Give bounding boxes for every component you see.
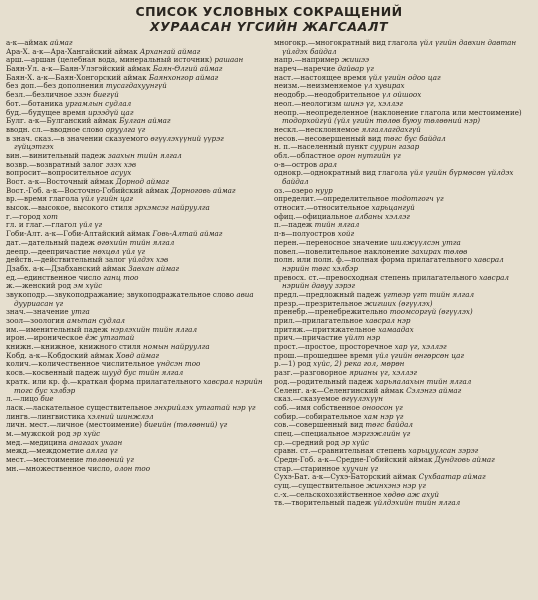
mongolian-translation: арал — [319, 159, 337, 169]
mongolian-translation: эм хүйс — [73, 281, 103, 291]
abbreviation-entry — [274, 169, 532, 186]
abbreviation-text: Гоби-Алт. а-к—Гоби-Алтайский аймак — [6, 229, 151, 239]
mongolian-translation: амьтан судлал — [66, 316, 125, 325]
abbreviation-text: п.—падеж — [274, 220, 313, 230]
mongolian-translation: нөхцөл үйл үг — [92, 246, 146, 256]
mongolian-translation: үйлт нэр — [344, 333, 381, 343]
abbreviation-text: перен.—переносное значение — [274, 237, 388, 247]
mongolian-translation: хэлний шинжлэл — [87, 411, 154, 421]
abbreviation-text: вводн. сл.—вводное слово — [6, 124, 104, 134]
mongolian-translation: өгөхийн тийн ялгал — [97, 237, 175, 247]
abbreviation-text: мест.—местоимение — [6, 455, 84, 464]
abbreviation-text: спец.—специальное — [274, 428, 350, 438]
abbreviation-text: неодобр.—неодобрительное — [274, 90, 380, 100]
mongolian-translation: оруулга үг — [105, 124, 146, 134]
abbreviation-text: Вост.-Гоб. а-к—Восточно-Гобийский аймак — [6, 185, 169, 195]
abbreviation-text: наст.—настоящее время — [274, 72, 367, 82]
mongolian-translation: олон тоо — [114, 463, 151, 473]
mongolian-translation: харьцуулсан зэрэг — [408, 446, 479, 456]
abbreviation-text: Баян-Х. а-к—Баян-Хонгорский аймак — [6, 72, 147, 82]
mongolian-translation: аймаг — [49, 38, 73, 47]
mongolian-translation: тусагдахуунгүй — [105, 81, 167, 91]
mongolian-translation: ургамлын судлал — [65, 98, 132, 108]
abbreviation-text: а-к—аймак — [6, 38, 48, 47]
abbreviation-text: Средн-Гоб. а-к—Средне-Гобийский аймак — [274, 455, 433, 464]
abbreviation-text: звукоподр.—звукоподражание; звукоподражательное слово — [6, 289, 235, 299]
mongolian-translation: Баянхонгор аймаг — [148, 72, 219, 82]
abbreviation-text: прост.—простое, просторечное — [274, 342, 393, 352]
abbreviation-text: деепр.—деепричастие — [6, 246, 91, 256]
mongolian-translation: хавсрал нэр — [365, 316, 411, 325]
abbreviation-text: арш.—аршан (целебная вода, минеральный источник) — [6, 55, 213, 65]
mongolian-translation: хам нэр үг — [363, 411, 404, 421]
abbreviation-text: зоол—зоология — [6, 316, 65, 325]
abbreviation-text: пренебр.—пренебрежительно — [274, 307, 388, 317]
mongolian-translation: Завхан аймаг — [128, 263, 179, 273]
abbreviation-text: без доп.—без дополнения — [6, 81, 104, 91]
mongolian-translation: ирээдүй цаг — [87, 107, 134, 117]
abbreviation-text: н. п.—населенный пункт — [274, 142, 368, 152]
mongolian-translation: төгс байдал — [365, 420, 413, 430]
mongolian-translation: жигших (өгүүлэх) — [364, 298, 433, 308]
mongolian-translation: эзэх хэв — [105, 159, 137, 169]
abbreviation-text: Вост. а-к—Восточный аймак — [6, 177, 114, 186]
mongolian-translation: мэргэжлийн үг — [351, 428, 411, 438]
abbreviation-text: неизм.—неизменяемое — [274, 81, 362, 91]
mongolian-translation: аялга үг — [86, 446, 118, 456]
abbreviation-text: вопросит—вопросительное — [6, 168, 109, 178]
mongolian-translation: ярианы үг, хэллэг — [349, 368, 417, 378]
abbreviation-text: повел.—повелительное наклонение — [274, 246, 410, 256]
mongolian-translation: хот — [42, 211, 58, 221]
abbreviation-text: кратк. или кр. ф.—краткая форма прилагательного — [6, 376, 201, 386]
mongolian-translation: бие — [40, 394, 54, 404]
mongolian-translation: ганц тоо — [103, 272, 139, 282]
mongolian-translation: Архангай аймаг — [139, 46, 201, 56]
abbreviation-text: буд.—будущее время — [6, 107, 86, 117]
mongolian-translation: Сэлэнгэ аймаг — [406, 385, 462, 395]
abbreviation-text: неол.—неологизм — [274, 98, 342, 108]
abbreviation-text: г.—город — [6, 211, 41, 221]
abbreviation-text: им.—именительный падеж — [6, 324, 109, 334]
mongolian-translation: рашаан — [214, 55, 244, 65]
mongolian-translation: эзэн биегүй — [74, 90, 119, 100]
abbreviation-text: лингв.—лингвистика — [6, 411, 86, 421]
abbreviation-text: обл.—областное — [274, 150, 336, 160]
mongolian-translation: ёж утгатай — [85, 333, 135, 343]
abbreviation-entry — [6, 135, 264, 152]
abbreviation-text: презр.—презрительное — [274, 298, 363, 308]
mongolian-translation: орон нутгийн үг — [337, 150, 401, 160]
mongolian-translation: хөдөө аж ахуй — [383, 489, 439, 499]
page-subtitle: ХУРААСАН ҮГСИЙН ЖАГСААЛТ — [149, 19, 389, 34]
mongolian-translation: хамаадах — [378, 324, 414, 334]
abbreviation-text: соб.—имя собственное — [274, 402, 360, 412]
mongolian-translation: үндсэн тоо — [156, 359, 201, 369]
mongolian-translation: анагаах ухаан — [69, 437, 123, 447]
abbreviation-text: тв.—творительный падеж — [274, 498, 372, 508]
abbreviation-text: Ара-Х. а-к—Ара-Хангайский аймак — [6, 46, 138, 56]
mongolian-translation: хавсрал нэрийн давуу зэрэг — [282, 272, 509, 291]
abbreviation-text: сов.—совершенный вид — [274, 420, 364, 430]
abbreviation-text: сравн. ст.—сравнительная степень — [274, 446, 407, 456]
abbreviation-text: Селенг. а-к—Селенгинский аймак — [274, 385, 404, 395]
abbreviation-text: Баян-Ул. а-к—Баян-Улэгэйский аймак — [6, 64, 151, 74]
abbreviation-text: с.-х.—сельскохозяйственное — [274, 489, 382, 499]
right-column — [274, 39, 532, 508]
abbreviation-text: офиц.—официальное — [274, 211, 353, 221]
mongolian-translation: хавсрал нэрийн тогс бус хэлбэр — [14, 376, 263, 395]
mongolian-translation: Сүхбаатар аймаг — [418, 472, 486, 482]
abbreviation-text: сущ.—существительное — [274, 481, 364, 491]
abbreviation-text: прош.—прошедшее время — [274, 350, 373, 360]
mongolian-translation: номын найруулга — [143, 342, 210, 352]
mongolian-translation: нэрлэхийн тийн ялгал — [110, 324, 197, 334]
mongolian-translation: үйл үг — [78, 220, 103, 230]
mongolian-translation: Дундговь аймаг — [434, 455, 495, 464]
abbreviation-text: ж.—женский род — [6, 281, 72, 291]
abbreviation-entry — [6, 378, 264, 395]
mongolian-translation: төлөөний үг — [85, 455, 134, 464]
abbreviation-text: р.—1) род — [274, 359, 311, 369]
abbreviation-entry — [6, 291, 264, 308]
mongolian-translation: өгүүлэхүүн — [341, 394, 383, 404]
abbreviation-text: м.—мужской род — [6, 428, 71, 438]
mongolian-translation: үл хувирах — [363, 81, 405, 91]
mongolian-translation: Дорнод аймаг — [115, 177, 169, 186]
abbreviation-entry — [6, 465, 264, 474]
mongolian-translation: захирах төлөв — [411, 246, 468, 256]
abbreviation-text: п-в—полуостров — [274, 229, 336, 239]
abbreviation-text: ед.—единственное число — [6, 272, 101, 282]
mongolian-translation: шууд бус тийн ялгал — [101, 368, 184, 378]
abbreviation-text: Сухэ-Бат. а-к—Сухэ-Баторский аймак — [274, 472, 417, 482]
mongolian-translation: хойг — [337, 229, 355, 239]
mongolian-translation: асуух — [110, 168, 132, 178]
abbreviation-text: Булг. а-к—Булганский аймак — [6, 116, 117, 126]
mongolian-translation: тодотгогч үг — [391, 194, 444, 204]
mongolian-translation: жинхэнэ нэр үг — [366, 481, 426, 491]
abbreviation-text: сказ.—сказуемое — [274, 394, 340, 404]
mongolian-translation: үл ойшоох — [382, 90, 422, 100]
abbreviation-text: косв.—косвенный падеж — [6, 368, 100, 378]
mongolian-translation: эрхэмсэг найруулга — [134, 203, 210, 213]
abbreviation-text: притяж.—притяжательное — [274, 324, 376, 334]
mongolian-translation: тодорхойгүй (үйл үгийн төлөв буюу төлөөний нэр) — [282, 116, 481, 126]
mongolian-translation: Булган аймаг — [119, 116, 171, 126]
abbreviation-text: вр.—время глагола — [6, 194, 79, 204]
mongolian-translation: харьяалахын тийн ялгал — [375, 376, 472, 386]
abbreviation-text: разг.—разговорное — [274, 368, 347, 378]
mongolian-translation: тийн ялгал — [314, 220, 360, 230]
abbreviation-text: прил.—прилагательное — [274, 316, 363, 325]
mongolian-translation: Дорноговь аймаг — [170, 185, 236, 195]
mongolian-translation: заахын тийн ялгал — [107, 150, 182, 160]
abbreviation-text: книжн.—книжное, книжного стиля — [6, 342, 141, 352]
mongolian-translation: нуур — [315, 185, 333, 195]
abbreviation-entry — [274, 499, 532, 508]
abbreviation-text: личн. мест.—личное (местоимение) — [6, 420, 142, 430]
abbreviation-text: межд.—междометие — [6, 446, 84, 456]
abbreviation-text: гл. и глаг.—глагол — [6, 220, 77, 230]
abbreviation-text: высок.—высокое, высокого стиля — [6, 203, 133, 213]
mongolian-translation: Ховд аймаг — [115, 350, 159, 360]
abbreviation-text: о-в—остров — [274, 159, 318, 169]
mongolian-translation: энхрийлэх утгатай нэр үг — [154, 402, 256, 412]
abbreviation-text: бот.—ботаника — [6, 98, 64, 108]
abbreviation-text: ирон.—ироническое — [6, 333, 83, 343]
mongolian-translation: үйл үгийн бүрмөсөн үйлдэх байдал — [282, 168, 514, 186]
mongolian-translation: үйлдэхийн тийн ялгал — [373, 498, 461, 508]
abbreviation-text: ласк.—ласкательное существительное — [6, 402, 153, 412]
abbreviation-text: оз.—озеро — [274, 185, 313, 195]
abbreviation-text: определит.—определительное — [274, 194, 389, 204]
abbreviation-text: многокр.—многократный вид глагола — [274, 38, 418, 47]
abbreviation-text: нареч—наречие — [274, 64, 336, 74]
mongolian-translation: үйл үгийн одоо цаг — [368, 72, 441, 82]
abbreviation-text: несов.—несовершенный вид — [274, 133, 382, 143]
abbreviation-text: полн. или полн. ф.—полная форма прилагательного — [274, 255, 472, 265]
left-column — [6, 39, 264, 508]
mongolian-translation: төгс бус байдал — [383, 133, 446, 143]
abbreviation-text: напр.—например — [274, 55, 340, 65]
mongolian-translation: албаны хэллэг — [354, 211, 410, 221]
mongolian-translation: харьцангуй — [371, 203, 415, 213]
abbreviation-text: вин.—винительный падеж — [6, 150, 106, 160]
abbreviation-text: относит.—относительное — [274, 203, 370, 213]
abbreviation-entry — [274, 109, 532, 126]
abbreviation-entry — [274, 274, 532, 291]
mongolian-translation: хүйс, 2) река гол, мөрөн — [313, 359, 405, 369]
mongolian-translation: жишээ — [341, 55, 369, 65]
abbreviation-text: прич.—причастие — [274, 333, 343, 343]
mongolian-translation: биеийн (төлөөний) үг — [144, 420, 228, 430]
abbreviation-text: род.—родительный падеж — [274, 376, 373, 386]
abbreviation-text: неопр.—неопределенное (наклонение глагола или местоимение) — [274, 107, 522, 117]
page-title: СПИСОК УСЛОВНЫХ СОКРАЩЕНИЙ — [135, 4, 403, 19]
abbreviation-text: в знач. сказ.—в значении сказуемого — [6, 133, 149, 143]
mongolian-translation: шилжүүлсэн утга — [390, 237, 461, 247]
abbreviation-text: мед.—медицина — [6, 437, 67, 447]
mongolian-translation: хар үг, хэллэг — [394, 342, 447, 352]
mongolian-translation: шинэ үг, хэллэг — [343, 98, 403, 108]
mongolian-translation: Баян-Өлгий аймаг — [152, 64, 223, 74]
mongolian-translation: авиа дууриасан үг — [14, 289, 254, 308]
mongolian-translation: үйл үгийн давхин давтан үйлдэх байдал — [282, 38, 517, 56]
abbreviation-text: колич.—количественное числительное — [6, 359, 155, 369]
mongolian-translation: тоомсоргүй (өгүүлэх) — [389, 307, 473, 317]
abbreviation-text: Кобд. а-к—Кобдоский аймак — [6, 350, 114, 360]
mongolian-translation: хавсрал нэрийн төгс хэлбэр — [282, 255, 504, 273]
abbreviation-text: нескл.—несклоняемое — [274, 124, 360, 134]
abbreviation-text: дат.—дательный падеж — [6, 237, 95, 247]
abbreviation-text: превосх. ст.—превосходная степень прилагательного — [274, 272, 477, 282]
abbreviation-text: собир.—собирательное — [274, 411, 362, 421]
abbreviation-text: л.—лицо — [6, 394, 39, 404]
mongolian-translation: эр хүйс — [72, 428, 101, 438]
abbreviation-text: действ.—действительный залог — [6, 255, 126, 265]
mongolian-translation: ялгаллагдахгүй — [361, 124, 421, 134]
abbreviation-entry — [274, 256, 532, 273]
mongolian-translation: өгүүлэхүүний үүрэг гүйцэтгэх — [14, 133, 224, 152]
abbreviation-text: стар.—старинное — [274, 463, 340, 473]
abbreviation-text: ср.—средний род — [274, 437, 339, 447]
abbreviation-text: возвр.—возвратный залог — [6, 159, 104, 169]
mongolian-translation: үйл үгийн цаг — [80, 194, 133, 204]
mongolian-translation: дайвар үг — [337, 64, 374, 74]
mongolian-translation: үйл үгийн өнгөрсөн цаг — [375, 350, 465, 360]
abbreviation-text: мн.—множественное число, — [6, 463, 113, 473]
abbreviation-text: безл.—безличное — [6, 90, 73, 100]
abbreviation-entry — [274, 39, 532, 56]
mongolian-translation: эр хүйс — [341, 437, 369, 447]
entry-columns — [6, 39, 532, 508]
abbreviation-text: Дзабх. а-к—Дзабханский аймак — [6, 263, 126, 273]
mongolian-translation: үйлдэх хэв — [127, 255, 169, 265]
abbreviation-text: однокр.—однократный вид глагола — [274, 168, 408, 178]
abbreviation-text: знач.—значение — [6, 307, 69, 317]
mongolian-translation: хуучин үг — [342, 463, 379, 473]
mongolian-translation: утга — [70, 307, 90, 317]
mongolian-translation: Говь-Алтай аймаг — [152, 229, 223, 239]
mongolian-translation: үгтвэр үгт тийн ялгал — [383, 289, 475, 299]
mongolian-translation: оноосон үг — [362, 402, 403, 412]
mongolian-translation: суурин газар — [370, 142, 420, 152]
abbreviation-text: предл.—предложный падеж — [274, 289, 381, 299]
